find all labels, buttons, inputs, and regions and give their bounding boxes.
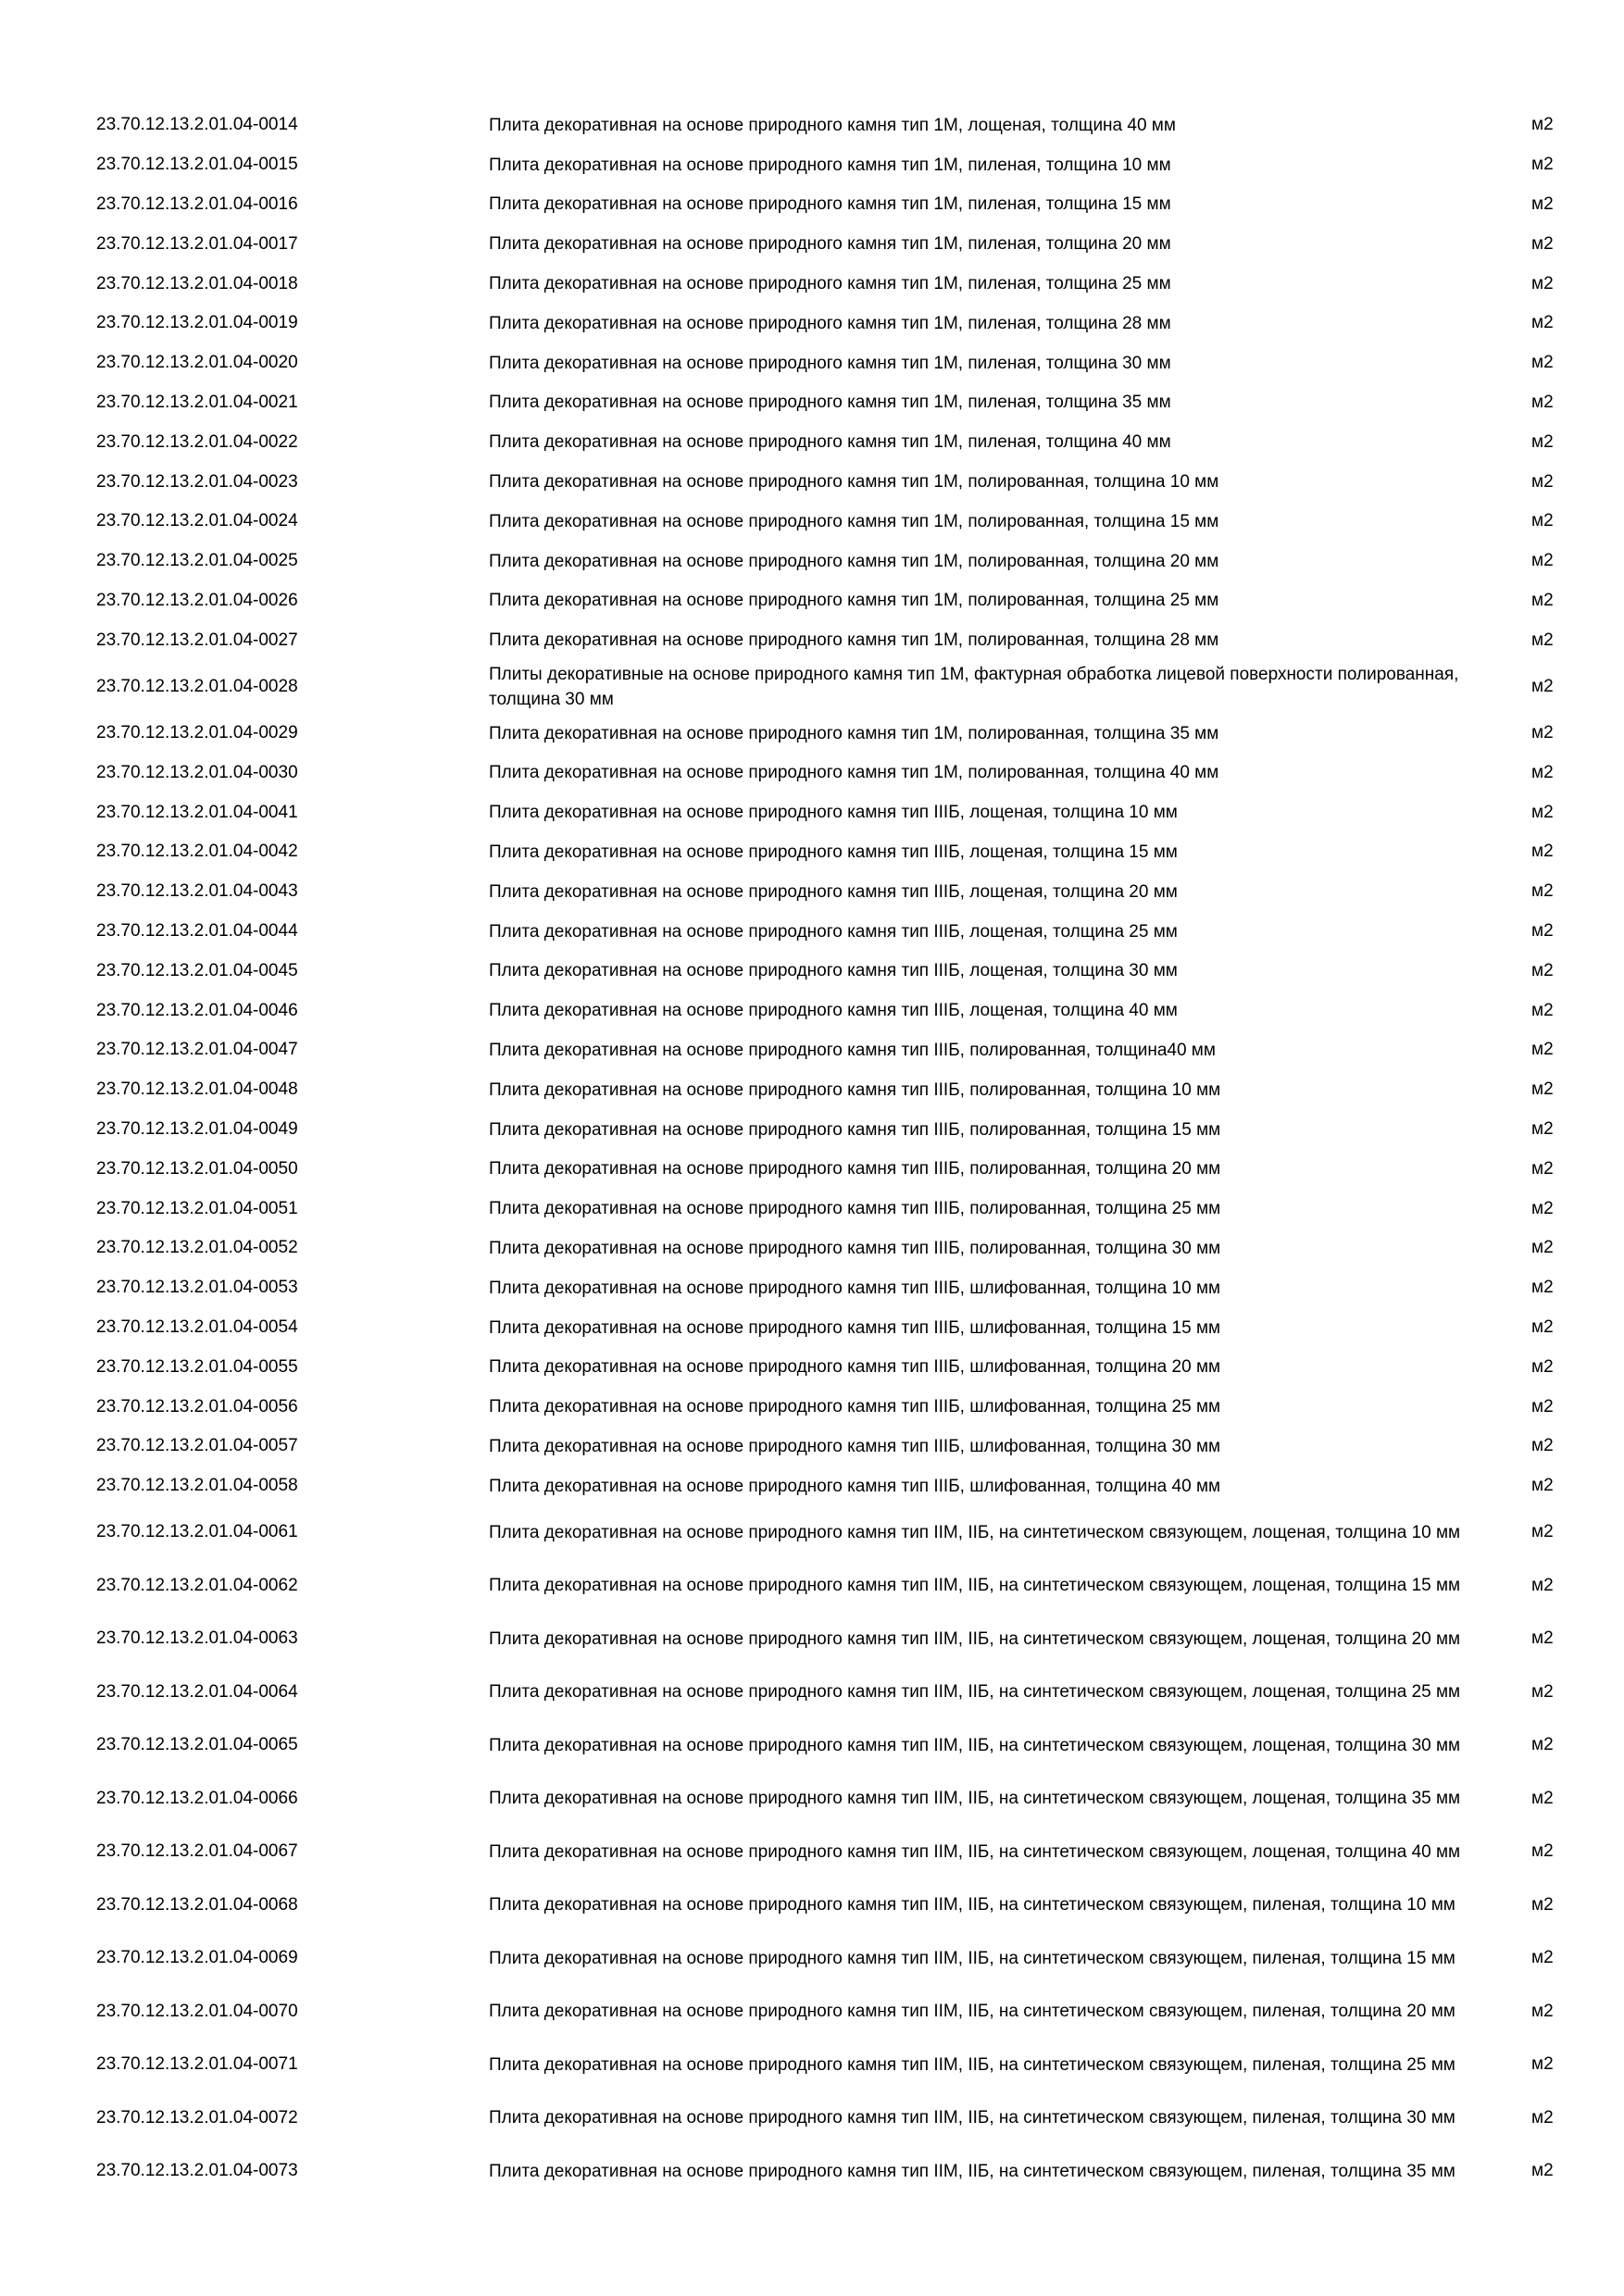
table-row [96,1030,1568,1070]
row-code: 23.70.12.13.2.01.04-0055 [96,1356,298,1377]
table-row [96,422,1568,462]
row-unit: м2 [1531,842,1554,862]
row-name: Плита декоративная на основе природного камня тип 1М, пиленая, толщина 28 мм [489,313,1171,333]
table-row [96,2145,1568,2199]
table-row [96,1985,1568,2039]
row-name: Плита декоративная на основе природного камня тип 1М, пиленая, толщина 10 мм [489,155,1171,175]
row-code: 23.70.12.13.2.01.04-0068 [96,1894,298,1915]
row-name: Плита декоративная на основе природного камня тип IIIБ, лощеная, толщина 30 мм [489,961,1178,981]
row-code: 23.70.12.13.2.01.04-0073 [96,2161,298,2181]
row-name: Плита декоративная на основе природного камня тип IIМ, IIБ, на синтетическом связующем, пиленая, толщина 30 мм [489,2108,1455,2128]
table-row [96,1826,1568,1879]
row-unit: м2 [1531,723,1554,743]
table-row [96,912,1568,952]
row-unit: м2 [1531,1575,1554,1595]
table-row [96,1666,1568,1719]
row-code: 23.70.12.13.2.01.04-0014 [96,115,298,135]
table-row [96,1070,1568,1110]
row-unit: м2 [1531,960,1554,980]
row-name: Плита декоративная на основе природного камня тип 1М, полированная, толщина 20 мм [489,551,1219,571]
row-unit: м2 [1531,313,1554,333]
row-code: 23.70.12.13.2.01.04-0025 [96,551,298,571]
row-unit: м2 [1531,802,1554,822]
table-row [96,1613,1568,1666]
row-name: Плита декоративная на основе природного камня тип IIIБ, лощеная, толщина 20 мм [489,881,1178,902]
row-code: 23.70.12.13.2.01.04-0058 [96,1476,298,1496]
row-name: Плита декоративная на основе природного камня тип 1М, лощеная, толщина 40 мм [489,115,1176,135]
row-name: Плита декоративная на основе природного камня тип IIМ, IIБ, на синтетическом связующем, пиленая, толщина 20 мм [489,2002,1455,2022]
row-unit: м2 [1531,2054,1554,2075]
row-name: Плита декоративная на основе природного камня тип IIМ, IIБ, на синтетическом связующем, пиленая, толщина 15 мм [489,1948,1455,1968]
row-unit: м2 [1531,921,1554,942]
row-name: Плиты декоративные на основе природного камня тип 1М, фактурная обработка лицевой поверхности полированная, толщина 30 мм [489,664,1459,709]
table-row [96,1308,1568,1348]
row-unit: м2 [1531,511,1554,531]
table-row [96,462,1568,502]
row-name: Плита декоративная на основе природного камня тип IIIБ, полированная, толщина40 мм [489,1040,1216,1060]
table-row [96,264,1568,304]
row-unit: м2 [1531,2161,1554,2181]
table-row [96,792,1568,832]
table-row [96,991,1568,1030]
row-name: Плита декоративная на основе природного камня тип IIIБ, шлифованная, толщина 30 мм [489,1436,1221,1456]
row-unit: м2 [1531,1238,1554,1258]
row-name: Плита декоративная на основе природного камня тип 1М, пиленая, толщина 15 мм [489,194,1171,215]
table-row [96,660,1568,714]
table-row [96,1466,1568,1506]
table-row [96,1427,1568,1466]
row-unit: м2 [1531,1278,1554,1298]
row-code: 23.70.12.13.2.01.04-0042 [96,842,298,862]
table-row [96,714,1568,754]
row-unit: м2 [1531,353,1554,373]
row-name: Плита декоративная на основе природного камня тип IIIБ, полированная, толщина 15 мм [489,1119,1221,1140]
row-unit: м2 [1531,590,1554,610]
row-code: 23.70.12.13.2.01.04-0019 [96,313,298,333]
row-unit: м2 [1531,676,1554,696]
table-row [96,620,1568,660]
row-code: 23.70.12.13.2.01.04-0016 [96,193,298,214]
table-row [96,383,1568,423]
row-unit: м2 [1531,1476,1554,1496]
row-code: 23.70.12.13.2.01.04-0047 [96,1040,298,1060]
row-code: 23.70.12.13.2.01.04-0046 [96,1000,298,1020]
table-row [96,1559,1568,1613]
row-name: Плита декоративная на основе природного камня тип IIМ, IIБ, на синтетическом связующем, пиленая, толщина 35 мм [489,2161,1455,2181]
row-name: Плита декоративная на основе природного камня тип IIIБ, лощеная, толщина 15 мм [489,842,1178,862]
row-name: Плита декоративная на основе природного камня тип 1М, полированная, толщина 10 мм [489,472,1219,493]
row-unit: м2 [1531,1522,1554,1542]
row-code: 23.70.12.13.2.01.04-0044 [96,921,298,942]
row-code: 23.70.12.13.2.01.04-0053 [96,1278,298,1298]
row-unit: м2 [1531,471,1554,492]
table-row [96,542,1568,581]
row-code: 23.70.12.13.2.01.04-0051 [96,1198,298,1218]
row-unit: м2 [1531,1735,1554,1755]
table-row [96,581,1568,621]
row-code: 23.70.12.13.2.01.04-0050 [96,1158,298,1179]
table-row [96,106,1568,145]
row-unit: м2 [1531,881,1554,902]
row-code: 23.70.12.13.2.01.04-0066 [96,1788,298,1808]
table-row [96,753,1568,792]
table-row [96,1268,1568,1308]
row-unit: м2 [1531,392,1554,412]
table-row [96,1387,1568,1427]
row-code: 23.70.12.13.2.01.04-0026 [96,590,298,610]
row-code: 23.70.12.13.2.01.04-0041 [96,802,298,822]
row-unit: м2 [1531,1894,1554,1915]
table-row [96,145,1568,185]
row-code: 23.70.12.13.2.01.04-0028 [96,676,298,696]
row-unit: м2 [1531,762,1554,782]
row-unit: м2 [1531,2107,1554,2128]
row-code: 23.70.12.13.2.01.04-0062 [96,1575,298,1595]
table-row [96,1110,1568,1150]
table-row [96,1189,1568,1229]
table-row [96,1932,1568,1986]
row-unit: м2 [1531,1119,1554,1140]
row-unit: м2 [1531,1948,1554,1968]
row-code: 23.70.12.13.2.01.04-0015 [96,155,298,175]
row-unit: м2 [1531,1788,1554,1808]
row-code: 23.70.12.13.2.01.04-0020 [96,353,298,373]
row-name: Плита декоративная на основе природного камня тип IIIБ, шлифованная, толщина 25 мм [489,1397,1221,1417]
materials-table [96,106,1568,2198]
row-code: 23.70.12.13.2.01.04-0072 [96,2107,298,2128]
row-name: Плита декоративная на основе природного камня тип 1М, полированная, толщина 15 мм [489,511,1219,531]
row-code: 23.70.12.13.2.01.04-0048 [96,1079,298,1100]
row-code: 23.70.12.13.2.01.04-0071 [96,2054,298,2075]
table-row [96,1719,1568,1773]
table-row [96,1878,1568,1932]
row-unit: м2 [1531,630,1554,650]
row-unit: м2 [1531,1040,1554,1060]
row-name: Плита декоративная на основе природного камня тип IIIБ, шлифованная, толщина 15 мм [489,1317,1221,1338]
row-code: 23.70.12.13.2.01.04-0064 [96,1681,298,1702]
row-name: Плита декоративная на основе природного камня тип IIМ, IIБ, на синтетическом связующем, лощеная, толщина 25 мм [489,1682,1461,1703]
table-row [96,343,1568,383]
row-unit: м2 [1531,1198,1554,1218]
table-row [96,2039,1568,2092]
row-unit: м2 [1531,1436,1554,1456]
table-row [96,1229,1568,1268]
row-code: 23.70.12.13.2.01.04-0027 [96,630,298,650]
row-unit: м2 [1531,155,1554,175]
row-code: 23.70.12.13.2.01.04-0023 [96,471,298,492]
row-unit: м2 [1531,1356,1554,1377]
row-code: 23.70.12.13.2.01.04-0067 [96,1841,298,1862]
row-code: 23.70.12.13.2.01.04-0049 [96,1119,298,1140]
table-row [96,872,1568,912]
row-code: 23.70.12.13.2.01.04-0024 [96,511,298,531]
row-unit: м2 [1531,1628,1554,1649]
row-name: Плита декоративная на основе природного камня тип 1М, пиленая, толщина 25 мм [489,274,1171,294]
row-code: 23.70.12.13.2.01.04-0022 [96,431,298,452]
row-name: Плита декоративная на основе природного камня тип IIIБ, лощеная, толщина 40 мм [489,1001,1178,1021]
row-unit: м2 [1531,1000,1554,1020]
row-name: Плита декоративная на основе природного камня тип IIIБ, полированная, толщина 10 мм [489,1079,1221,1100]
row-code: 23.70.12.13.2.01.04-0018 [96,273,298,293]
row-code: 23.70.12.13.2.01.04-0069 [96,1948,298,1968]
row-unit: м2 [1531,1158,1554,1179]
row-code: 23.70.12.13.2.01.04-0065 [96,1735,298,1755]
row-name: Плита декоративная на основе природного камня тип IIIБ, шлифованная, толщина 40 мм [489,1476,1221,1496]
table-row [96,1772,1568,1826]
row-unit: м2 [1531,273,1554,293]
row-name: Плита декоративная на основе природного камня тип 1М, пиленая, толщина 40 мм [489,432,1171,453]
row-name: Плита декоративная на основе природного камня тип IIIБ, шлифованная, толщина 10 мм [489,1278,1221,1298]
row-unit: м2 [1531,1841,1554,1862]
row-name: Плита декоративная на основе природного камня тип IIIБ, лощеная, толщина 25 мм [489,921,1178,942]
row-code: 23.70.12.13.2.01.04-0030 [96,762,298,782]
row-unit: м2 [1531,115,1554,135]
row-unit: м2 [1531,431,1554,452]
table-row [96,1149,1568,1189]
row-unit: м2 [1531,193,1554,214]
row-name: Плита декоративная на основе природного камня тип IIIБ, полированная, толщина 30 мм [489,1238,1221,1258]
row-name: Плита декоративная на основе природного камня тип IIМ, IIБ, на синтетическом связующем, лощеная, толщина 20 мм [489,1628,1461,1649]
table-row [96,1506,1568,1560]
row-code: 23.70.12.13.2.01.04-0057 [96,1436,298,1456]
row-unit: м2 [1531,1396,1554,1416]
row-name: Плита декоративная на основе природного камня тип IIМ, IIБ, на синтетическом связующем, лощеная, толщина 15 мм [489,1576,1461,1596]
row-name: Плита декоративная на основе природного камня тип 1М, пиленая, толщина 20 мм [489,234,1171,255]
row-name: Плита декоративная на основе природного камня тип IIIБ, шлифованная, толщина 20 мм [489,1357,1221,1378]
table-row [96,304,1568,343]
row-unit: м2 [1531,1681,1554,1702]
row-name: Плита декоративная на основе природного камня тип 1М, полированная, толщина 35 мм [489,723,1219,743]
table-row [96,2091,1568,2145]
row-name: Плита декоративная на основе природного камня тип IIМ, IIБ, на синтетическом связующем, лощеная, толщина 10 мм [489,1522,1461,1542]
row-name: Плита декоративная на основе природного камня тип IIIБ, полированная, толщина 20 мм [489,1159,1221,1179]
row-code: 23.70.12.13.2.01.04-0070 [96,2001,298,2021]
table-row [96,832,1568,872]
table-row [96,951,1568,991]
row-name: Плита декоративная на основе природного камня тип IIIБ, лощеная, толщина 10 мм [489,803,1178,823]
table-row [96,1347,1568,1387]
row-code: 23.70.12.13.2.01.04-0054 [96,1317,298,1337]
row-unit: м2 [1531,551,1554,571]
row-code: 23.70.12.13.2.01.04-0052 [96,1238,298,1258]
row-name: Плита декоративная на основе природного камня тип 1М, полированная, толщина 25 мм [489,591,1219,611]
row-unit: м2 [1531,2001,1554,2021]
table-row [96,502,1568,542]
table-row [96,224,1568,264]
row-name: Плита декоративная на основе природного камня тип IIМ, IIБ, на синтетическом связующем, лощеная, толщина 40 мм [489,1841,1461,1862]
row-code: 23.70.12.13.2.01.04-0056 [96,1396,298,1416]
row-code: 23.70.12.13.2.01.04-0043 [96,881,298,902]
row-name: Плита декоративная на основе природного камня тип IIМ, IIБ, на синтетическом связующем, лощеная, толщина 30 мм [489,1735,1461,1755]
row-code: 23.70.12.13.2.01.04-0063 [96,1628,298,1649]
row-name: Плита декоративная на основе природного камня тип 1М, полированная, толщина 40 мм [489,763,1219,783]
row-name: Плита декоративная на основе природного камня тип IIМ, IIБ, на синтетическом связующем, лощеная, толщина 35 мм [489,1789,1461,1809]
row-name: Плита декоративная на основе природного камня тип 1М, пиленая, толщина 35 мм [489,393,1171,413]
table-row [96,185,1568,225]
row-code: 23.70.12.13.2.01.04-0017 [96,233,298,254]
row-unit: м2 [1531,1079,1554,1100]
row-code: 23.70.12.13.2.01.04-0045 [96,960,298,980]
row-unit: м2 [1531,1317,1554,1337]
row-code: 23.70.12.13.2.01.04-0021 [96,392,298,412]
row-name: Плита декоративная на основе природного камня тип IIМ, IIБ, на синтетическом связующем, пиленая, толщина 10 мм [489,1895,1455,1915]
row-code: 23.70.12.13.2.01.04-0029 [96,723,298,743]
row-name: Плита декоративная на основе природного камня тип 1М, полированная, толщина 28 мм [489,630,1219,651]
row-unit: м2 [1531,233,1554,254]
row-name: Плита декоративная на основе природного камня тип IIIБ, полированная, толщина 25 мм [489,1199,1221,1219]
row-code: 23.70.12.13.2.01.04-0061 [96,1522,298,1542]
row-name: Плита декоративная на основе природного камня тип 1М, пиленая, толщина 30 мм [489,353,1171,373]
row-name: Плита декоративная на основе природного камня тип IIМ, IIБ, на синтетическом связующем, пиленая, толщина 25 мм [489,2054,1455,2075]
